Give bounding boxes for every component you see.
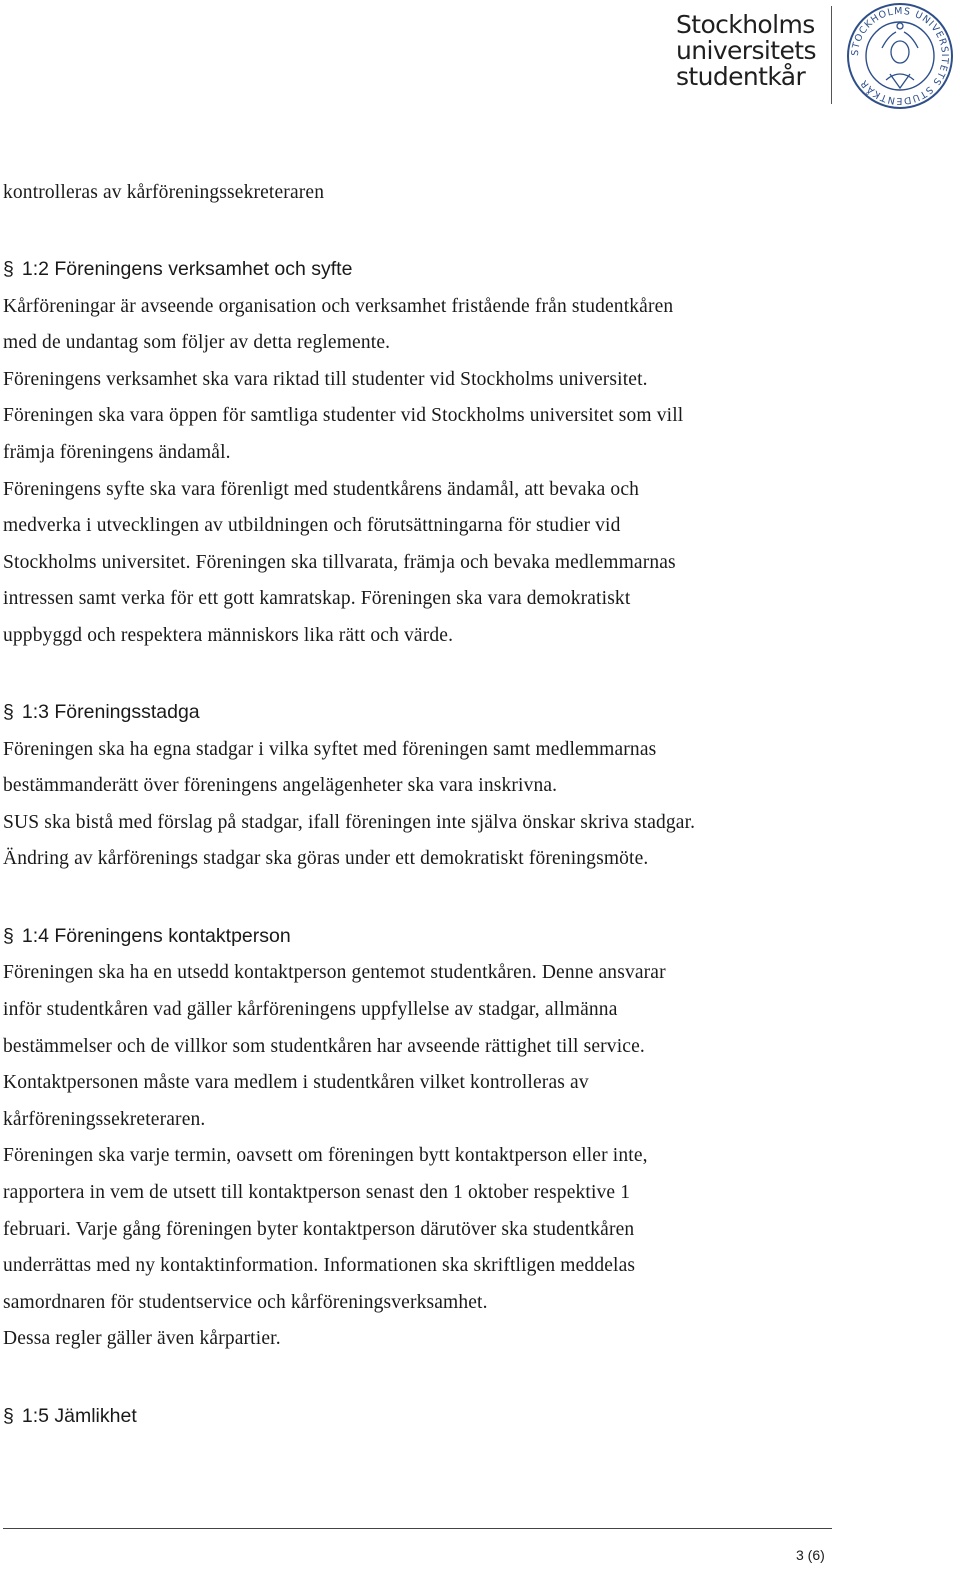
- paragraph-line: Föreningen ska vara öppen för samtliga studenter vid Stockholms universitet som vill: [3, 405, 684, 426]
- section-heading-1-5: [3, 1404, 137, 1428]
- heading-text: 1:3 Föreningsstadga: [21, 701, 200, 723]
- section-symbol: §: [3, 701, 14, 723]
- paragraph-line: Föreningens syfte ska vara förenligt med studentkårens ändamål, att bevaka och: [3, 479, 640, 500]
- paragraph-line: inför studentkåren vad gäller kårföreningens uppfyllelse av stadgar, allmänna: [3, 999, 618, 1020]
- paragraph-line: Kontaktpersonen måste vara medlem i studentkåren vilket kontrolleras av: [3, 1072, 589, 1093]
- logo-line-3: studentkår: [676, 62, 806, 91]
- paragraph-line: uppbyggd och respektera människors lika rätt och värde.: [3, 625, 454, 646]
- logo-line-2: universitets: [676, 36, 816, 65]
- section-symbol: §: [3, 925, 14, 947]
- paragraph-line: Föreningen ska varje termin, oavsett om föreningen bytt kontaktperson eller inte,: [3, 1145, 648, 1166]
- paragraph-line: Föreningen ska ha en utsedd kontaktperson gentemot studentkåren. Denne ansvarar: [3, 962, 666, 983]
- section-heading-1-2: [3, 257, 352, 281]
- paragraph-line: Kårföreningar är avseende organisation och verksamhet fristående från studentkåren: [3, 296, 674, 317]
- logo-line-1: Stockholms: [676, 10, 815, 39]
- heading-text: 1:5 Jämlikhet: [21, 1405, 137, 1427]
- svg-text:STOCKHOLMS UNIVERSITETS STUDEN: [850, 6, 950, 106]
- paragraph-line: rapportera in vem de utsett till kontaktperson senast den 1 oktober respektive 1: [3, 1182, 631, 1203]
- paragraph-line: Stockholms universitet. Föreningen ska tillvarata, främja och bevaka medlemmarnas: [3, 552, 676, 573]
- heading-text: 1:2 Föreningens verksamhet och syfte: [21, 258, 353, 280]
- logo-divider: [831, 6, 832, 104]
- footer-rule: [3, 1528, 832, 1529]
- page-number: 3 (6): [796, 1547, 825, 1563]
- paragraph-line: SUS ska bistå med förslag på stadgar, ifall föreningen inte själva önskar skriva stadgar.: [3, 812, 696, 833]
- paragraph-line: intressen samt verka för ett gott kamratskap. Föreningen ska vara demokratiskt: [3, 588, 631, 609]
- paragraph-line: Föreningen ska ha egna stadgar i vilka syftet med föreningen samt medlemmarnas: [3, 739, 657, 760]
- paragraph-line: med de undantag som följer av detta reglemente.: [3, 332, 391, 353]
- section-heading-1-4: [3, 924, 291, 948]
- paragraph-line: medverka i utvecklingen av utbildningen och förutsättningarna för studier vid: [3, 515, 621, 536]
- section-symbol: §: [3, 1405, 14, 1427]
- paragraph-line: Ändring av kårförenings stadgar ska göras under ett demokratiskt föreningsmöte.: [3, 848, 649, 869]
- paragraph-line: februari. Varje gång föreningen byter kontaktperson därutöver ska studentkåren: [3, 1219, 635, 1240]
- paragraph-line: underrättas med ny kontaktinformation. Informationen ska skriftligen meddelas: [3, 1255, 636, 1276]
- section-symbol: §: [3, 258, 14, 280]
- logo-wordmark: [676, 12, 824, 90]
- paragraph-line: bestämmanderätt över föreningens angelägenheter ska vara inskrivna.: [3, 775, 558, 796]
- section-heading-1-3: [3, 700, 200, 724]
- paragraph-line: Dessa regler gäller även kårpartier.: [3, 1328, 281, 1349]
- paragraph-line: kårföreningssekreteraren.: [3, 1109, 206, 1130]
- paragraph-line: kontrolleras av kårföreningssekreteraren: [3, 182, 325, 203]
- paragraph-line: Föreningens verksamhet ska vara riktad till studenter vid Stockholms universitet.: [3, 369, 648, 390]
- seal-text: STOCKHOLMS UNIVERSITETS STUDENTKÅR: [849, 5, 951, 107]
- paragraph-line: främja föreningens ändamål.: [3, 442, 231, 463]
- university-seal: [846, 2, 954, 110]
- heading-text: 1:4 Föreningens kontaktperson: [21, 925, 291, 947]
- paragraph-line: bestämmelser och de villkor som studentkåren har avseende rättighet till service.: [3, 1036, 645, 1057]
- paragraph-line: samordnaren för studentservice och kårföreningsverksamhet.: [3, 1292, 488, 1313]
